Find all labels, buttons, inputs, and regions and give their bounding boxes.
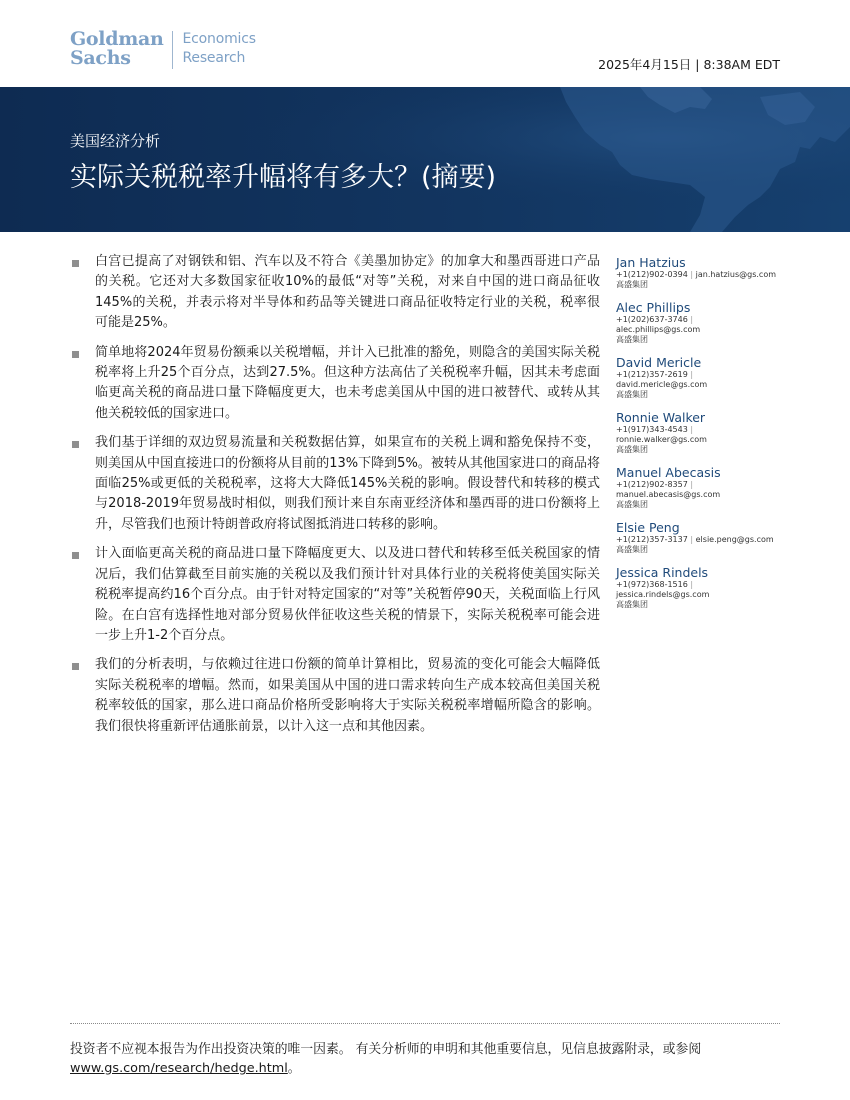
author-card: [616, 565, 786, 610]
logo-division-line2: Research: [182, 50, 246, 66]
logo-line2: Sachs: [70, 47, 131, 69]
contact-separator: |: [690, 270, 694, 279]
author-firm: 高盛集团: [616, 545, 648, 554]
author-contact: [616, 370, 786, 380]
author-phone: +1(212)357-3137: [616, 535, 688, 544]
contact-separator: |: [690, 370, 694, 379]
square-bullet-icon: [72, 351, 79, 358]
disclosure-footer: [70, 1040, 782, 1078]
bullet-text: 简单地将2024年贸易份额乘以关税增幅，并计入已批准的豁免，则隐含的美国实际关税税率将上升25个百分点，达到27.5%。但这种方法高估了关税税率升幅，因其未考虑面临更高关税的商品进口量下降幅度更大，也未考虑美国从中国的进口被替代、或转从其他关税较低的国家进口。: [95, 344, 600, 421]
author-firm: 高盛集团: [616, 500, 648, 509]
title-banner: [0, 87, 850, 232]
author-phone: +1(212)902-0394: [616, 270, 688, 279]
author-contact: [616, 425, 786, 435]
author-contact: [616, 315, 786, 325]
summary-bullet: [70, 252, 600, 334]
author-email[interactable]: jan.hatzius@gs.com: [695, 270, 777, 279]
author-phone: +1(202)637-3746: [616, 315, 688, 324]
author-name[interactable]: Manuel Abecasis: [616, 465, 721, 480]
author-contact: [616, 580, 786, 590]
author-contact: [616, 270, 786, 280]
disclosure-link[interactable]: www.gs.com/research/hedge.html: [70, 1061, 288, 1076]
footer-text: 投资者不应视本报告为作出投资决策的唯一因素。 有关分析师的申明和其他重要信息，见信息披露附录，或参阅: [70, 1042, 702, 1057]
bullet-text: 计入面临更高关税的商品进口量下降幅度更大、以及进口替代和转移至低关税国家的情况后，我们估算截至目前实施的关税以及我们预计针对具体行业的关税将使美国实际关税税率提高约16个百分点。由于针对特定国家的“对等”关税暂停90天，关税面临上行风险。在白宫有选择性地对部分贸易伙伴征收这些关税的情景下，实际关税税率可能会进一步上升1-2个百分点。: [95, 546, 600, 643]
author-email[interactable]: elsie.peng@gs.com: [695, 535, 774, 544]
author-name[interactable]: Jan Hatzius: [616, 255, 686, 270]
bullet-text: 白宫已提高了对钢铁和铝、汽车以及不符合《美墨加协定》的加拿大和墨西哥进口产品的关税。它还对大多数国家征收10%的最低“对等”关税，对来自中国的进口商品征收145%的关税，并表示将对半导体和药品等关键进口商品征收特定行业的关税，税率很可能是25%。: [95, 254, 600, 331]
summary-bullets: [70, 252, 600, 746]
contact-separator: |: [690, 425, 694, 434]
bullet-text: 我们基于详细的双边贸易流量和关税数据估算，如果宣布的关税上调和豁免保持不变，则美国从中国直接进口的份额将从目前的13%下降到5%。被转从其他国家进口的商品将面临25%或更低的关税税率，这将大大降低145%关税的影响。假设替代和转移的模式与2018-2019年贸易战时相似，则我们预计来自东南亚经济体和墨西哥的进口份额将上升，尽管我们也预计特朗普政府将试图抵消进口转移的影响。: [95, 435, 600, 532]
author-name[interactable]: Alec Phillips: [616, 300, 691, 315]
author-card: [616, 520, 786, 555]
goldman-sachs-logo[interactable]: [70, 30, 256, 69]
summary-bullet: [70, 343, 600, 425]
author-phone: +1(972)368-1516: [616, 580, 688, 589]
contact-separator: |: [690, 480, 694, 489]
summary-bullet: [70, 544, 600, 646]
logo-line1: Goldman: [70, 28, 164, 50]
author-phone: +1(212)357-2619: [616, 370, 688, 379]
logo-divider: [172, 31, 173, 69]
author-card: [616, 355, 786, 400]
author-name[interactable]: Ronnie Walker: [616, 410, 706, 425]
square-bullet-icon: [72, 260, 79, 267]
author-firm: 高盛集团: [616, 390, 648, 399]
author-contact: [616, 480, 786, 490]
author-name[interactable]: David Mericle: [616, 355, 702, 370]
author-name[interactable]: Jessica Rindels: [616, 565, 709, 580]
section-label: 美国经济分析: [70, 132, 161, 150]
logo-division: [183, 30, 256, 68]
author-email[interactable]: david.mericle@gs.com: [616, 380, 708, 389]
author-card: [616, 255, 786, 290]
footer-divider: [70, 1023, 780, 1024]
author-name[interactable]: Elsie Peng: [616, 520, 680, 535]
contact-separator: |: [690, 535, 694, 544]
page-title: 实际关税税率升幅将有多大？(摘要): [70, 162, 497, 193]
author-firm: 高盛集团: [616, 335, 648, 344]
contact-separator: |: [690, 580, 694, 589]
author-contact: [616, 535, 786, 545]
logo-division-line1: Economics: [182, 31, 256, 47]
author-email[interactable]: ronnie.walker@gs.com: [616, 435, 707, 444]
bullet-text: 我们的分析表明，与依赖过往进口份额的简单计算相比，贸易流的变化可能会大幅降低实际关税税率的增幅。然而，如果美国从中国的进口需求转向生产成本较高但美国关税税率较低的国家，那么进口商品价格所受影响将大于实际关税税率增幅所隐含的影响。我们很快将重新评估通胀前景，以计入这一点和其他因素。: [95, 657, 600, 734]
summary-bullet: [70, 433, 600, 535]
author-email[interactable]: manuel.abecasis@gs.com: [616, 490, 721, 499]
square-bullet-icon: [72, 663, 79, 670]
summary-bullet: [70, 655, 600, 737]
square-bullet-icon: [72, 441, 79, 448]
logo-wordmark: [70, 30, 164, 68]
footer-suffix: 。: [287, 1061, 301, 1076]
square-bullet-icon: [72, 552, 79, 559]
author-card: [616, 465, 786, 510]
author-firm: 高盛集团: [616, 600, 648, 609]
author-phone: +1(212)902-8357: [616, 480, 688, 489]
author-list: [616, 255, 786, 620]
author-phone: +1(917)343-4543: [616, 425, 688, 434]
author-firm: 高盛集团: [616, 445, 648, 454]
author-email[interactable]: alec.phillips@gs.com: [616, 325, 701, 334]
author-firm: 高盛集团: [616, 280, 648, 289]
author-card: [616, 410, 786, 455]
author-card: [616, 300, 786, 345]
report-date: 2025年4月15日 | 8:38AM EDT: [598, 57, 780, 72]
author-email[interactable]: jessica.rindels@gs.com: [616, 590, 710, 599]
contact-separator: |: [690, 315, 694, 324]
